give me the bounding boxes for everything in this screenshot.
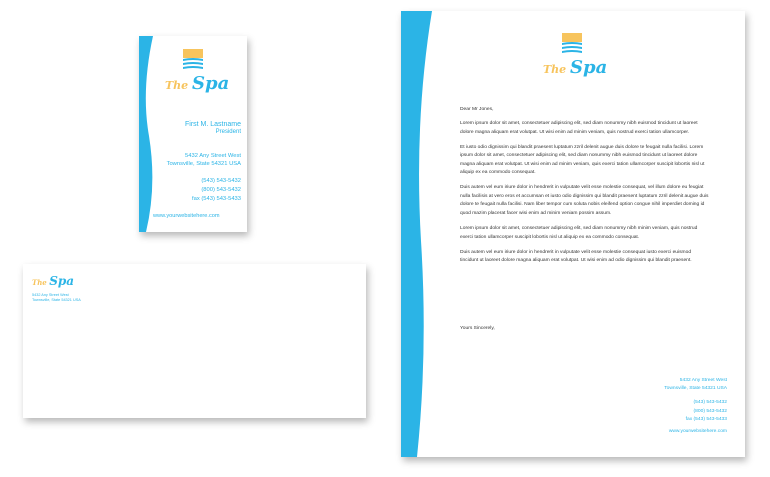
letterhead-phones (686, 399, 727, 425)
letterhead-side-swoosh (401, 11, 441, 457)
envelope (23, 264, 366, 418)
letterhead (401, 11, 745, 457)
letterhead-phone1: (543) 543-5432 (693, 400, 727, 405)
letter-paragraph: Lorem ipsum dolor sit amet, consectetuer adipiscing elit, sed diam nonummy nibh minim veniam, quis nostrud exerci tation ullamcorper suscipit lobortis nisl ut aliquip ex ea commodo consequat. (460, 226, 698, 240)
card-website: www.yourwebsitehere.com (153, 213, 220, 219)
card-phone2: (800) 543-5432 (201, 187, 241, 193)
card-fax: fax (543) 543-5433 (192, 196, 241, 202)
envelope-logo: The Spa (32, 274, 75, 288)
spa-logo-icon (182, 48, 204, 70)
envelope-address-line2: Townsville, State 54321 USA (32, 298, 81, 302)
letter-body (460, 120, 710, 272)
card-address-line2: Townsville, State 54321 USA (166, 161, 241, 167)
card-address-line1: 5432 Any Street West (185, 153, 241, 159)
letterhead-logo: The Spa (543, 57, 608, 78)
letter-paragraph: Duis autem vel eum iriure dolor in hendrerit in vulputate velit esse molestie consequat, vel illum dolore eu feugiat nulla facilisis at vero eros et accumsan et iusto odio dignissim qui blandit praesent luptatum zzril delenit augue duis dolore te feugait nulla facilisi. Nam liber tempor cum soluta nobis eleifend option congue nihil imperdiet doming id quod mazim placerat facer wisi enim ad minim veniam possim assum. (460, 185, 709, 216)
letterhead-fax: fax (543) 543-5433 (685, 417, 727, 422)
letterhead-address (664, 377, 727, 393)
spa-logo-icon (561, 32, 583, 54)
letter-closing: Yours Sincerely, (460, 326, 495, 331)
letterhead-website: www.yourwebsitehere.com (668, 429, 727, 434)
envelope-address-line1: 5432 Any Street West (32, 293, 69, 297)
spa-logo: The Spa (165, 73, 230, 94)
card-phone1: (543) 543-5432 (201, 178, 241, 184)
card-phones (139, 177, 241, 204)
letter-paragraph: Et iusto odio dignissim qui blandit praesent luptatum zzril delenit augue duis dolore te feugait nulla facilisi. Lorem ipsum dolor sit amet, consectetuer adipiscing elit, sed diam nonummy nibh euismod tincidunt ut laoreet dolore magna aliquam erat volutpat. Ut wisi enim ad minim veniam, quis exerci tation ullamcorper suscipit lobortis nisl ut aliquip ex ea commodo consequat. (460, 144, 705, 176)
card-title: President (215, 129, 241, 135)
letter-paragraph: Lorem ipsum dolor sit amet, consectetuer adipiscing elit, sed diam nonummy nibh euismod tincidunt ut laoreet dolore magna aliquam erat volutpat. Ut wisi enim ad minim veniam, quis nostrud exerci tation ullamcorper. (460, 121, 698, 135)
letter-paragraph: Duis autem vel eum iriure dolor in hendrerit in vulputate velit esse molestie consequat iusto exerci euismod tincidunt ut laoreet dolore magna aliquam erat volutpat. Ut wisi enim ad odio dignissim qui blandit praesent. (460, 249, 692, 264)
letterhead-address-line1: 5432 Any Street West (679, 378, 727, 383)
letter-salutation: Dear Mr Jones, (460, 107, 494, 112)
letterhead-phone2: (800) 543-5432 (693, 408, 727, 414)
card-name: First M. Lastname (184, 121, 241, 128)
envelope-address (32, 293, 81, 303)
business-card (139, 36, 247, 232)
card-address (139, 152, 241, 168)
letterhead-address-line2: Townsville, State 54321 USA (664, 386, 727, 391)
